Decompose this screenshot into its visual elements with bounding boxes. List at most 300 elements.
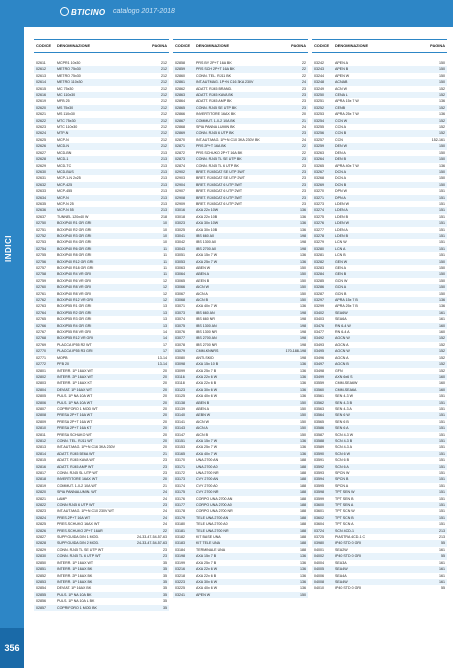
product-description: DEN W bbox=[335, 144, 347, 149]
product-code: 02627 bbox=[36, 150, 46, 155]
product-code: 03116 bbox=[175, 374, 185, 379]
product-description: INTERR. 1P 16AX WT bbox=[57, 368, 94, 373]
catalog-page-ref: 188 bbox=[300, 541, 306, 546]
product-code: 02861 bbox=[175, 80, 185, 85]
product-code: 03071 bbox=[175, 304, 185, 309]
product-description: AICN B bbox=[196, 298, 208, 303]
catalog-page-ref: 14 bbox=[163, 336, 167, 341]
product-description: ADATT. RJ45 5E6A WT bbox=[57, 451, 95, 456]
catalog-page-ref: 213 bbox=[161, 176, 167, 181]
product-code: 03253 bbox=[314, 112, 324, 117]
product-description: PRS SCHUKO 2P+T 16A BK bbox=[196, 150, 243, 155]
product-description: RN 6-4 A bbox=[335, 330, 350, 335]
catalog-page-ref: 13 bbox=[163, 304, 167, 309]
product-code: 03073 bbox=[175, 310, 185, 315]
product-description: INT.AUT.MAG. 1P+N C10 3KA 230V BK bbox=[196, 137, 260, 142]
product-code: 03242 bbox=[314, 61, 324, 65]
product-description: SEN 6 W bbox=[335, 413, 350, 418]
catalog-page-ref: 136 bbox=[300, 259, 306, 264]
catalog-page-ref: 136 bbox=[300, 304, 306, 309]
product-code: 02768 bbox=[36, 336, 46, 341]
product-code: 03495 bbox=[314, 349, 324, 354]
product-description: AXA 40x 7 W bbox=[196, 451, 218, 456]
product-description: ADATT. RJ45 KAVA BK bbox=[196, 93, 234, 98]
product-description: IBS 1300 NR bbox=[196, 330, 217, 335]
product-code: 02865 bbox=[175, 105, 185, 110]
catalog-page-ref: 198 bbox=[300, 240, 306, 245]
product-description: CCN B bbox=[335, 131, 347, 136]
product-description: BRET. RJ45CAT SE UTP 3WT bbox=[196, 169, 245, 174]
catalog-page-ref: 160 bbox=[439, 381, 445, 386]
product-code: 03600 bbox=[314, 503, 324, 508]
catalog-page-ref: 136 bbox=[439, 163, 445, 168]
catalog-page-ref: 152 bbox=[439, 93, 445, 98]
product-code: 02771 bbox=[36, 355, 46, 360]
catalog-page-ref: 150 bbox=[300, 400, 306, 405]
product-code: 03498 bbox=[314, 368, 324, 373]
catalog-page-ref: 35 bbox=[163, 573, 167, 578]
product-code: 02767 bbox=[36, 330, 46, 335]
product-code: 03278 bbox=[314, 233, 324, 238]
product-description: GEN A bbox=[335, 266, 346, 270]
product-code: 02756 bbox=[36, 259, 46, 264]
product-code: 03598 bbox=[314, 490, 324, 495]
product-code: 02802 bbox=[36, 374, 46, 379]
product-code: 03042 bbox=[175, 240, 185, 245]
catalog-page-ref: 213 bbox=[161, 195, 167, 200]
product-code: 03496 bbox=[314, 355, 324, 360]
product-description: BRET. RJ45CAT 6 UTP 3WT bbox=[196, 182, 243, 187]
product-code: 03477 bbox=[314, 330, 324, 335]
catalog-title: catalogo 2017-2018 bbox=[113, 8, 175, 15]
catalog-page-ref: 22 bbox=[302, 73, 306, 78]
product-code: 03564 bbox=[314, 413, 324, 418]
product-description: TPT SCN A bbox=[335, 522, 354, 527]
product-description: IBS 660 AN bbox=[196, 310, 215, 315]
catalog-page-ref: 151 bbox=[439, 394, 445, 399]
index-column-3 bbox=[312, 39, 447, 592]
product-code: 02757 bbox=[36, 266, 46, 270]
product-code: 03299 bbox=[314, 304, 324, 309]
product-code: 03177 bbox=[175, 503, 185, 508]
catalog-page-ref: 152 bbox=[439, 368, 445, 373]
column-header bbox=[173, 39, 308, 53]
catalog-page-ref: 20 bbox=[163, 368, 167, 373]
product-description: AXA 30x 6 W bbox=[196, 387, 218, 392]
product-code: 03123 bbox=[175, 387, 185, 392]
product-description: AICN B bbox=[196, 432, 208, 437]
catalog-page-ref: 136 bbox=[300, 451, 306, 456]
product-description: ABEN A bbox=[196, 406, 209, 411]
catalog-page-ref: 24-33-47-54-57-63 bbox=[137, 535, 167, 540]
product-description: CMM-SEA6W bbox=[335, 381, 358, 386]
catalog-page-ref: 151 bbox=[439, 464, 445, 469]
catalog-page-ref: 151 bbox=[439, 490, 445, 495]
product-description: APRA 25x 7 W bbox=[335, 112, 359, 117]
catalog-page-ref: 12 bbox=[163, 278, 167, 283]
product-description: SEN 4-3 A bbox=[335, 406, 352, 411]
product-description: MCD-TC bbox=[57, 163, 72, 168]
product-description: LAMP bbox=[57, 496, 67, 501]
catalog-page-ref: 198 bbox=[300, 246, 306, 251]
product-code: 02630 bbox=[36, 169, 46, 174]
product-description: AGCN A bbox=[335, 355, 349, 360]
product-description: BOXIP55 R1 GR GRI bbox=[57, 304, 92, 309]
product-description: INT.AUTMAG. 1P+N C16 3KA 230V bbox=[196, 80, 254, 85]
product-description: TPT SEN A bbox=[335, 503, 354, 508]
product-code: 02765 bbox=[36, 317, 46, 322]
catalog-page-ref: 22 bbox=[302, 150, 306, 155]
product-description: BRET. RJ45CAT 6 UTP 3WT bbox=[196, 195, 243, 200]
catalog-page-ref: 198 bbox=[300, 336, 306, 341]
catalog-page-ref: 23 bbox=[163, 458, 167, 463]
catalog-page-ref: 161 bbox=[439, 573, 445, 578]
product-description: ABEN A bbox=[196, 272, 209, 277]
product-description: AICN A bbox=[196, 426, 208, 431]
brand-logo bbox=[60, 7, 105, 17]
product-code: 02755 bbox=[36, 253, 46, 258]
side-tab bbox=[0, 27, 24, 653]
product-description: IP40 STD 0 GRI bbox=[335, 554, 361, 559]
product-description: CORPO UNA 2700 AN bbox=[196, 496, 233, 501]
header-description: DENOMINAZIONE bbox=[196, 43, 230, 48]
product-code: 03176 bbox=[175, 496, 185, 501]
catalog-page-ref: 213 bbox=[161, 208, 167, 213]
product-code: 03257 bbox=[314, 137, 324, 142]
product-code: 03595 bbox=[314, 483, 324, 488]
product-description: BOXIP40 R6 VR GRI bbox=[57, 278, 91, 283]
catalog-page-ref: 213 bbox=[161, 189, 167, 194]
catalog-page-ref: 152 bbox=[439, 355, 445, 360]
catalog-page-ref: 150 bbox=[300, 272, 306, 277]
catalog-page-ref: 198 bbox=[300, 355, 306, 360]
product-code: 03602 bbox=[314, 515, 324, 520]
catalog-page-ref: 151 bbox=[439, 496, 445, 501]
product-code: 02633 bbox=[36, 189, 46, 194]
catalog-page-ref: 160 bbox=[439, 387, 445, 392]
product-description: BRET. RJ45CAT 6 UTP 2WT bbox=[196, 201, 243, 206]
catalog-page-ref: 198 bbox=[300, 310, 306, 315]
product-description: MCP-N bbox=[57, 137, 69, 142]
product-code: 03599 bbox=[314, 496, 324, 501]
product-description: PRS 2P+T 16A BK bbox=[196, 144, 226, 149]
product-code: 03172 bbox=[175, 471, 185, 475]
product-code: 02820 bbox=[36, 490, 46, 495]
product-code: 02815 bbox=[36, 458, 46, 463]
product-code: 03225 bbox=[175, 586, 185, 591]
catalog-page-ref: 161 bbox=[439, 560, 445, 565]
product-description: CCN W bbox=[335, 118, 348, 123]
product-code: 03267 bbox=[314, 169, 324, 174]
product-code: 03125 bbox=[175, 394, 185, 399]
catalog-page-ref: 13 bbox=[163, 323, 167, 328]
catalog-page-ref: 14 bbox=[163, 330, 167, 335]
product-description: SCN 6 A bbox=[335, 464, 349, 469]
product-code: 02759 bbox=[36, 278, 46, 283]
catalog-page-ref: 151 bbox=[439, 477, 445, 482]
catalog-page-ref: 136 bbox=[439, 112, 445, 117]
product-code: 02764 bbox=[36, 310, 46, 315]
catalog-page-ref: 11 bbox=[163, 246, 167, 251]
product-description: APEN W bbox=[196, 592, 211, 597]
product-description: MFB 25 bbox=[57, 99, 70, 104]
catalog-page-ref: 23 bbox=[302, 86, 306, 91]
catalog-page-ref: 150 bbox=[300, 278, 306, 283]
catalog-page-ref: 150 bbox=[439, 80, 445, 85]
product-code: 02804 bbox=[36, 387, 46, 392]
product-description: BOXIP55 R3 GR GRI bbox=[57, 317, 92, 322]
catalog-page-ref: 150 bbox=[300, 413, 306, 418]
product-description: AXA 22x 10W bbox=[196, 208, 219, 213]
product-description: TELE UNA 2700 A0 bbox=[196, 522, 228, 527]
product-code: 02827 bbox=[36, 535, 46, 540]
catalog-page-ref: 55 bbox=[441, 586, 445, 591]
product-code: 04004 bbox=[314, 560, 324, 565]
product-code: 03724 bbox=[314, 528, 324, 533]
catalog-page-ref: 188 bbox=[300, 471, 306, 475]
product-description: GEN B bbox=[335, 272, 347, 277]
product-description: AXA 22x 6 B bbox=[196, 381, 217, 386]
product-code: 03023 bbox=[175, 221, 185, 226]
product-code: 03499 bbox=[314, 374, 324, 379]
product-code: 02904 bbox=[175, 182, 185, 187]
product-description: GCN W bbox=[335, 278, 348, 283]
product-code: 03591 bbox=[314, 458, 324, 463]
product-code: 03264 bbox=[314, 157, 324, 162]
catalog-page-ref: 212 bbox=[161, 105, 167, 110]
product-code: 03277 bbox=[314, 227, 324, 232]
catalog-page-ref: 152 bbox=[439, 362, 445, 367]
catalog-page-ref: 212 bbox=[161, 125, 167, 130]
product-code: 04002 bbox=[314, 554, 324, 559]
catalog-page-ref: 150 bbox=[439, 266, 445, 270]
catalog-page-ref: 151 bbox=[439, 471, 445, 475]
catalog-page-ref: 213 bbox=[161, 157, 167, 162]
product-description: AXA 30x 10W bbox=[196, 221, 219, 226]
catalog-page-ref: 151 bbox=[439, 451, 445, 456]
product-code: 03175 bbox=[175, 490, 185, 495]
product-code: 02850 bbox=[36, 560, 46, 565]
catalog-page-ref: 188 bbox=[300, 464, 306, 469]
catalog-page-ref: 160 bbox=[439, 374, 445, 379]
product-description: BOXIP40 R4 GR GRI bbox=[57, 240, 92, 245]
catalog-page-ref: 151 bbox=[439, 438, 445, 443]
product-code: 02631 bbox=[36, 176, 46, 181]
product-description: MCP-N bbox=[57, 195, 69, 200]
catalog-page-ref: 136 bbox=[300, 579, 306, 584]
product-code: 03281 bbox=[314, 253, 324, 258]
product-description: SPCN B bbox=[335, 477, 349, 482]
catalog-page-ref: 23 bbox=[302, 201, 306, 206]
product-description: AXA 25x 7 W bbox=[196, 445, 218, 450]
product-description: CONN. RJ45 TL SE UTP BK bbox=[196, 157, 242, 162]
product-description: LCN W bbox=[335, 240, 347, 245]
product-description: APRA 25x 7 B bbox=[335, 304, 358, 309]
product-code: 02763 bbox=[36, 304, 46, 309]
product-description: SPIA PANNALUMIN. WT bbox=[57, 490, 97, 495]
product-description: MCP-N 55 bbox=[57, 208, 74, 213]
catalog-page-ref: 136 bbox=[300, 567, 306, 572]
product-description: ADATT. RJ45 AMP BK bbox=[196, 99, 232, 104]
product-code: 02811 bbox=[36, 432, 46, 437]
product-description: AEEN B bbox=[196, 278, 210, 283]
header-description: DENOMINAZIONE bbox=[57, 43, 91, 48]
product-description: AXA 30x 6 W bbox=[196, 579, 218, 584]
product-description: IP40 STD 0 GRI bbox=[335, 586, 361, 591]
product-code: 02622 bbox=[36, 118, 46, 123]
product-description: CONN. RJ45 6 UTP BK bbox=[196, 131, 234, 136]
product-code: 03218 bbox=[175, 573, 185, 578]
product-code: 03140 bbox=[175, 413, 185, 418]
catalog-page-ref: 136 bbox=[300, 387, 306, 392]
product-code: 03170 bbox=[175, 458, 185, 463]
catalog-page-ref: 151 bbox=[439, 214, 445, 219]
catalog-page-ref: 188 bbox=[300, 496, 306, 501]
product-description: CONN. TEL. RJ11 WT bbox=[57, 438, 93, 443]
catalog-page-ref: 20 bbox=[163, 445, 167, 450]
product-description: DEVIAT. 1P 16AX BK bbox=[57, 586, 92, 591]
catalog-page-ref: 24 bbox=[302, 137, 306, 142]
product-code: 03139 bbox=[175, 406, 185, 411]
product-code: 03280 bbox=[314, 246, 324, 251]
product-code: 02629 bbox=[36, 163, 46, 168]
catalog-page-ref: 212 bbox=[161, 144, 167, 149]
catalog-page-ref: 213 bbox=[161, 150, 167, 155]
product-description: PFB 20 bbox=[57, 362, 69, 367]
product-description: CENA L bbox=[335, 93, 348, 98]
product-description: APEN B bbox=[335, 67, 349, 72]
product-code: 02869 bbox=[175, 131, 185, 136]
catalog-page-ref: 21 bbox=[302, 118, 306, 123]
catalog-page-ref: 198 bbox=[300, 342, 306, 347]
product-code: 03171 bbox=[175, 464, 185, 469]
catalog-page-ref: 152-161 bbox=[431, 137, 445, 142]
product-description: AXA 25x 7 B bbox=[196, 560, 217, 565]
product-code: 03174 bbox=[175, 483, 185, 488]
product-code: 02634 bbox=[36, 195, 46, 200]
product-code: 02852 bbox=[36, 573, 46, 578]
product-description: SEA4W bbox=[335, 579, 348, 584]
product-code: 02830 bbox=[36, 554, 46, 559]
product-code: 03077 bbox=[175, 336, 185, 341]
product-description: IBS 660 A0 bbox=[196, 233, 214, 238]
product-description: AXA 22x 6 W bbox=[196, 374, 218, 379]
product-code: 03075 bbox=[175, 323, 185, 328]
product-code: 03199 bbox=[175, 560, 185, 565]
catalog-page-ref: 212 bbox=[161, 118, 167, 123]
catalog-page-ref: 150 bbox=[439, 259, 445, 264]
product-description: LDEN A bbox=[335, 227, 348, 232]
product-code: 03025 bbox=[175, 227, 185, 232]
product-description: SPCN W bbox=[335, 471, 350, 475]
product-description: COPRIFORO 1 MOD WT bbox=[57, 406, 98, 411]
product-code: 02613 bbox=[36, 73, 46, 78]
product-code: 02864 bbox=[175, 99, 185, 104]
catalog-page-ref: 136 bbox=[300, 445, 306, 450]
product-code: 03184 bbox=[175, 547, 185, 552]
product-description: CVY 2700 NR bbox=[196, 490, 219, 495]
product-code: 02637 bbox=[36, 214, 46, 219]
product-code: 02614 bbox=[36, 80, 46, 85]
product-description: ACN W bbox=[335, 86, 347, 91]
catalog-page-ref: 151 bbox=[439, 246, 445, 251]
product-description: AGCN B bbox=[335, 362, 349, 367]
catalog-page-ref: 136 bbox=[439, 99, 445, 104]
product-code: 03590 bbox=[314, 451, 324, 456]
column-header bbox=[34, 39, 169, 53]
product-code: 02863 bbox=[175, 93, 185, 98]
product-code: 03269 bbox=[314, 182, 324, 187]
catalog-page-ref: 35 bbox=[163, 592, 167, 597]
product-description: MC 110x30 bbox=[57, 93, 76, 98]
product-code: 02821 bbox=[36, 496, 46, 501]
product-description: IBS 1300 AN bbox=[196, 323, 217, 328]
catalog-page-ref: 23 bbox=[302, 99, 306, 104]
product-code: 02628 bbox=[36, 157, 46, 162]
product-description: ADATT. RJ45 BRAND. bbox=[196, 86, 233, 91]
catalog-page-ref: 188 bbox=[300, 490, 306, 495]
product-code: 02872 bbox=[175, 150, 185, 155]
product-code: 02817 bbox=[36, 471, 46, 475]
product-code: 03068 bbox=[175, 298, 185, 303]
product-code: 02874 bbox=[175, 163, 185, 168]
catalog-page-ref: 20 bbox=[163, 400, 167, 405]
catalog-page-ref: 150 bbox=[439, 291, 445, 296]
product-code: 03244 bbox=[314, 73, 324, 78]
product-description: CCN bbox=[335, 137, 343, 142]
product-code: 03080 bbox=[175, 355, 185, 360]
product-description: INTERR. 1P 16AX BK bbox=[57, 579, 93, 584]
catalog-page-ref: 150 bbox=[439, 67, 445, 72]
index-column-2 bbox=[173, 39, 308, 598]
catalog-page-ref: 151 bbox=[439, 227, 445, 232]
product-code: 03268 bbox=[314, 176, 324, 181]
product-description: LDEN W bbox=[335, 201, 349, 206]
product-description: ABEN B bbox=[196, 400, 210, 405]
product-description: GCN A bbox=[335, 285, 347, 290]
product-code: 03283 bbox=[314, 266, 324, 270]
header-code: CODICE bbox=[314, 43, 330, 48]
catalog-page-ref: 35 bbox=[163, 599, 167, 604]
index-rows bbox=[312, 60, 447, 592]
product-code: 02801 bbox=[36, 368, 46, 373]
product-description: AXA 40x 6 W bbox=[196, 394, 218, 399]
product-code: 02871 bbox=[175, 144, 185, 149]
index-row bbox=[173, 592, 308, 598]
product-code: 04001 bbox=[314, 547, 324, 552]
catalog-page-ref: 21 bbox=[163, 483, 167, 488]
catalog-page-ref: 150 bbox=[439, 272, 445, 277]
catalog-page-ref: 20 bbox=[163, 432, 167, 437]
product-description: SEA4W bbox=[335, 567, 348, 572]
product-code: 02766 bbox=[36, 323, 46, 328]
product-code: 02762 bbox=[36, 298, 46, 303]
product-description: DEN B bbox=[335, 157, 346, 162]
catalog-page-ref: 150 bbox=[439, 73, 445, 78]
product-code: 03182 bbox=[175, 535, 185, 540]
catalog-page-ref: 22 bbox=[302, 144, 306, 149]
product-description: DCN A bbox=[335, 176, 346, 181]
catalog-page-ref: 212 bbox=[161, 61, 167, 65]
product-description: AXA 25x 7 W bbox=[196, 259, 218, 264]
product-description: APRA 15x 7 W bbox=[335, 99, 359, 104]
product-description: METRO 110x30 bbox=[57, 80, 83, 85]
product-code: 02866 bbox=[175, 112, 185, 117]
product-code: 03138 bbox=[175, 400, 185, 405]
product-description: INVERTITORE 16AX WT bbox=[57, 477, 98, 482]
product-description: DCN A bbox=[335, 169, 346, 174]
product-code: 03589 bbox=[314, 445, 324, 450]
